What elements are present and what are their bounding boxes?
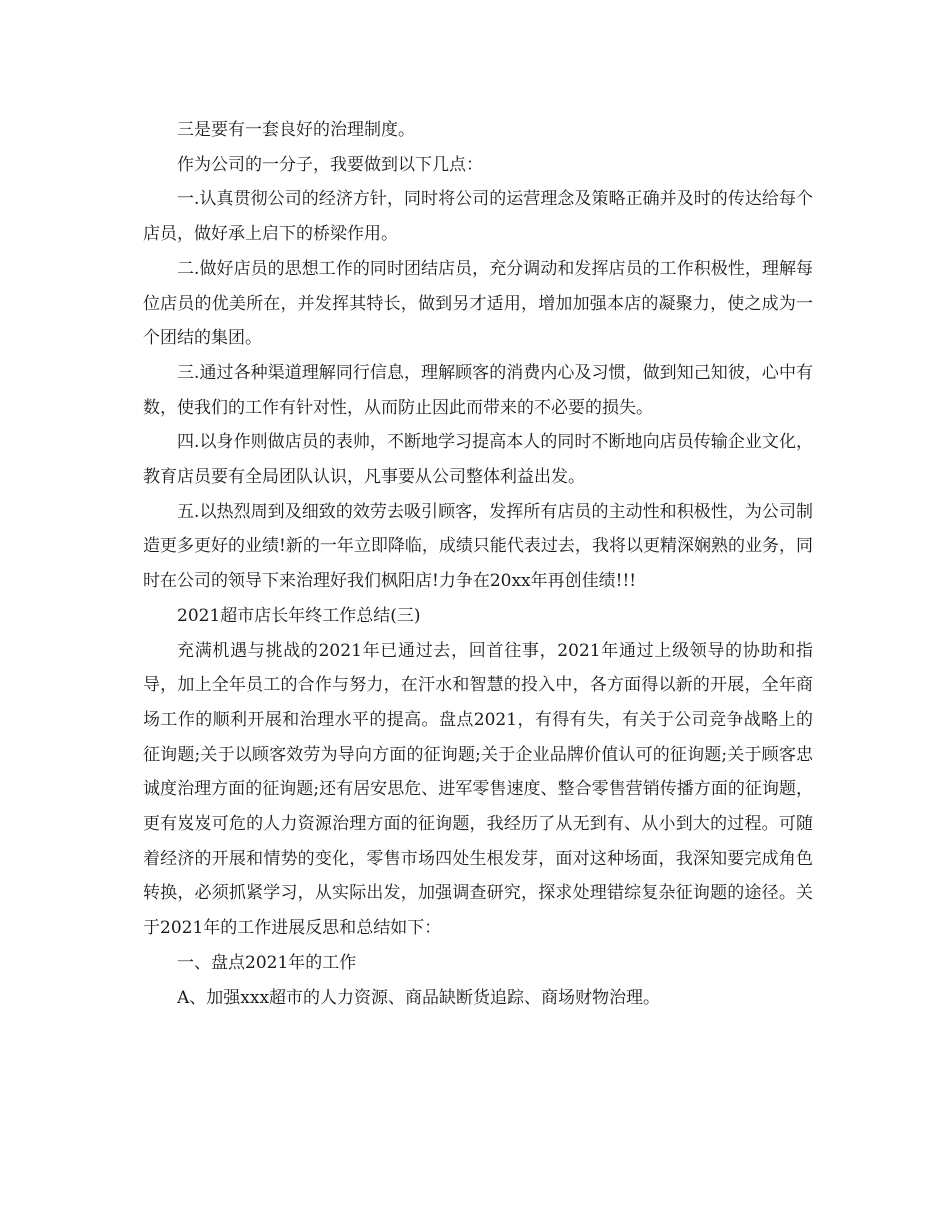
section-heading: 2021超市店长年终工作总结(三) <box>177 605 421 626</box>
paragraph-intro-points: 作为公司的一分子，我要做到以下几点： <box>177 154 483 175</box>
paragraph-point-4: 四.以身作则做店员的表帅，不断地学习提高本人的同时不断地向店员传输企业文化，教育店员要有全局团队认识，凡事要从公司整体利益出发。 <box>143 432 813 488</box>
paragraph-year-review: 充满机遇与挑战的2021年已通过去，回首往事，2021年通过上级领导的协助和指导，加上全年员工的合作与努力，在汗水和智慧的投入中，各方面得以新的开展，全年商场工作的顺利开展和治理水平的提高。盘点2021，有得有失，有关于公司竞争战略上的征询题;关于以顾客效劳为导向方面的征询题;关于企业品牌价值认可的征询题;关于顾客忠诚度治理方面的征询题;还有居安思危、进军零售速度、整合零售营销传播方面的征询题，更有岌岌可危的人力资源治理方面的征询题，我经历了从无到有、从小到大的过程。可随着经济的开展和情势的变化，零售市场四处生根发芽，面对这种场面，我深知要完成角色转换，必须抓紧学习，从实际出发，加强调查研究，探求处理错综复杂征询题的途径。关于2021年的工作进展反思和总结如下： <box>143 640 813 939</box>
paragraph-point-2: 二.做好店员的思想工作的同时团结店员，充分调动和发挥店员的工作积极性，理解每位店员的优美所在，并发挥其特长，做到另才适用，增加加强本店的凝聚力，使之成为一个团结的集团。 <box>143 258 813 349</box>
document-body <box>143 113 813 1015</box>
paragraph-point-1: 一.认真贯彻公司的经济方针，同时将公司的运营理念及策略正确并及时的传达给每个店员，做好承上启下的桥梁作用。 <box>143 189 813 245</box>
paragraph-governance-system: 三是要有一套良好的治理制度。 <box>177 120 415 140</box>
subheading-review-work: 一、盘点2021年的工作 <box>177 952 357 973</box>
paragraph-point-5: 五.以热烈周到及细致的效劳去吸引顾客，发挥所有店员的主动性和积极性，为公司制造更多更好的业绩!新的一年立即降临，成绩只能代表过去，我将以更精深娴熟的业务，同时在公司的领导下来治理好我们枫阳店!力争在20xx年再创佳绩!!! <box>143 501 813 592</box>
paragraph-item-a: A、加强xxx超市的人力资源、商品缺断货追踪、商场财物治理。 <box>177 987 661 1008</box>
paragraph-point-3: 三.通过各种渠道理解同行信息，理解顾客的消费内心及习惯，做到知己知彼，心中有数，使我们的工作有针对性，从而防止因此而带来的不必要的损失。 <box>143 362 813 418</box>
